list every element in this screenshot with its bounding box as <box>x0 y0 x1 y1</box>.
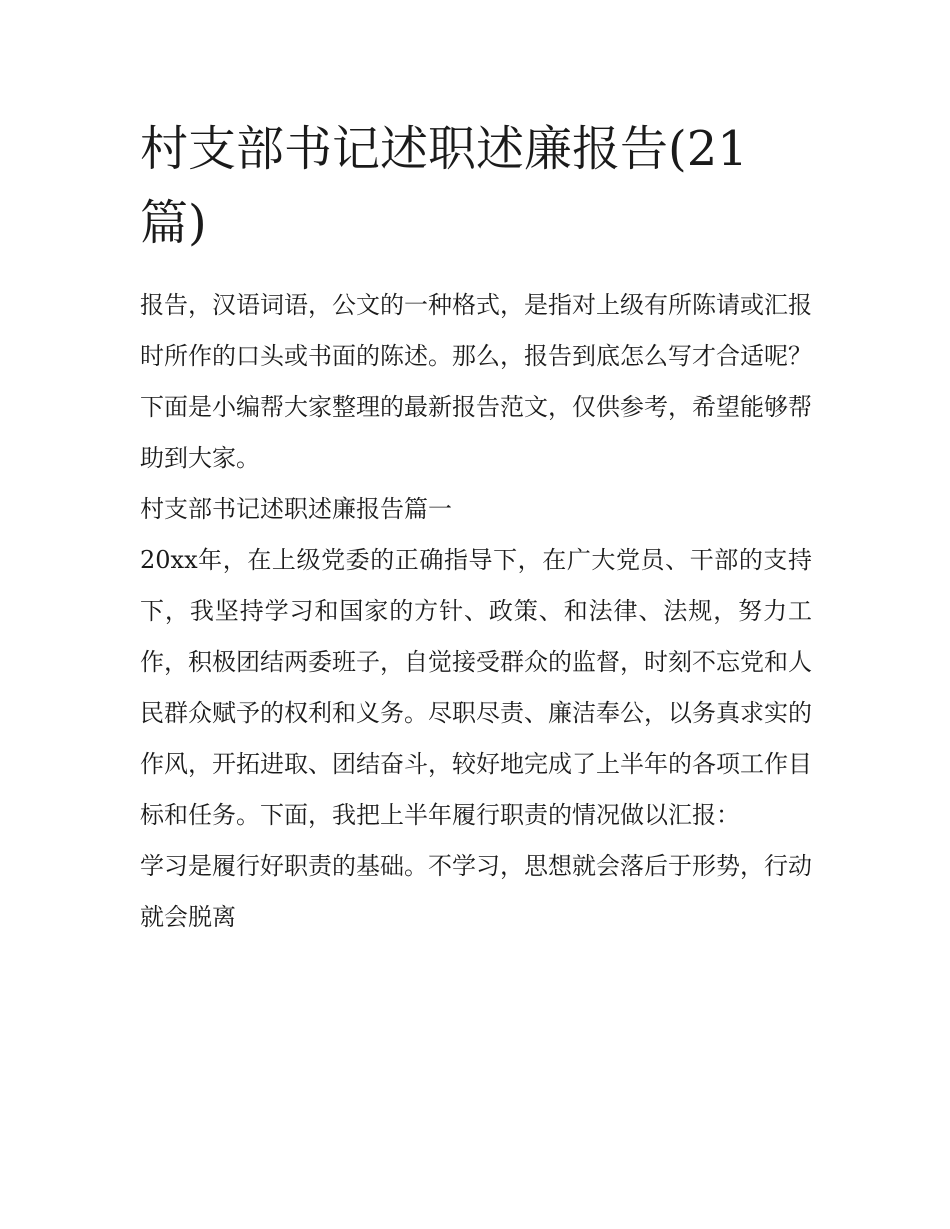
document-page <box>140 112 812 943</box>
body-paragraph-2: 学习是履行好职责的基础。不学习，思想就会落后于形势，行动就会脱离 <box>140 852 812 931</box>
document-title: 村支部书记述职述廉报告(21篇) <box>140 121 748 251</box>
intro-paragraph: 报告，汉语词语，公文的一种格式，是指对上级有所陈请或汇报时所作的口头或书面的陈述。那么，报告到底怎么写才合适呢？下面是小编帮大家整理的最新报告范文，仅供参考，希望能够帮助到大家。 <box>140 291 812 472</box>
section-heading: 村支部书记述职述廉报告篇一 <box>140 495 452 523</box>
body-paragraph-1: 20xx年，在上级党委的正确指导下，在广大党员、干部的支持下，我坚持学习和国家的方针、政策、和法律、法规，努力工作，积极团结两委班子，自觉接受群众的监督，时刻不忘党和人民群众赋予的权利和义务。尽职尽责、廉洁奉公，以务真求实的作风，开拓进取、团结奋斗，较好地完成了上半年的各项工作目标和任务。下面，我把上半年履行职责的情况做以汇报： <box>140 546 812 829</box>
